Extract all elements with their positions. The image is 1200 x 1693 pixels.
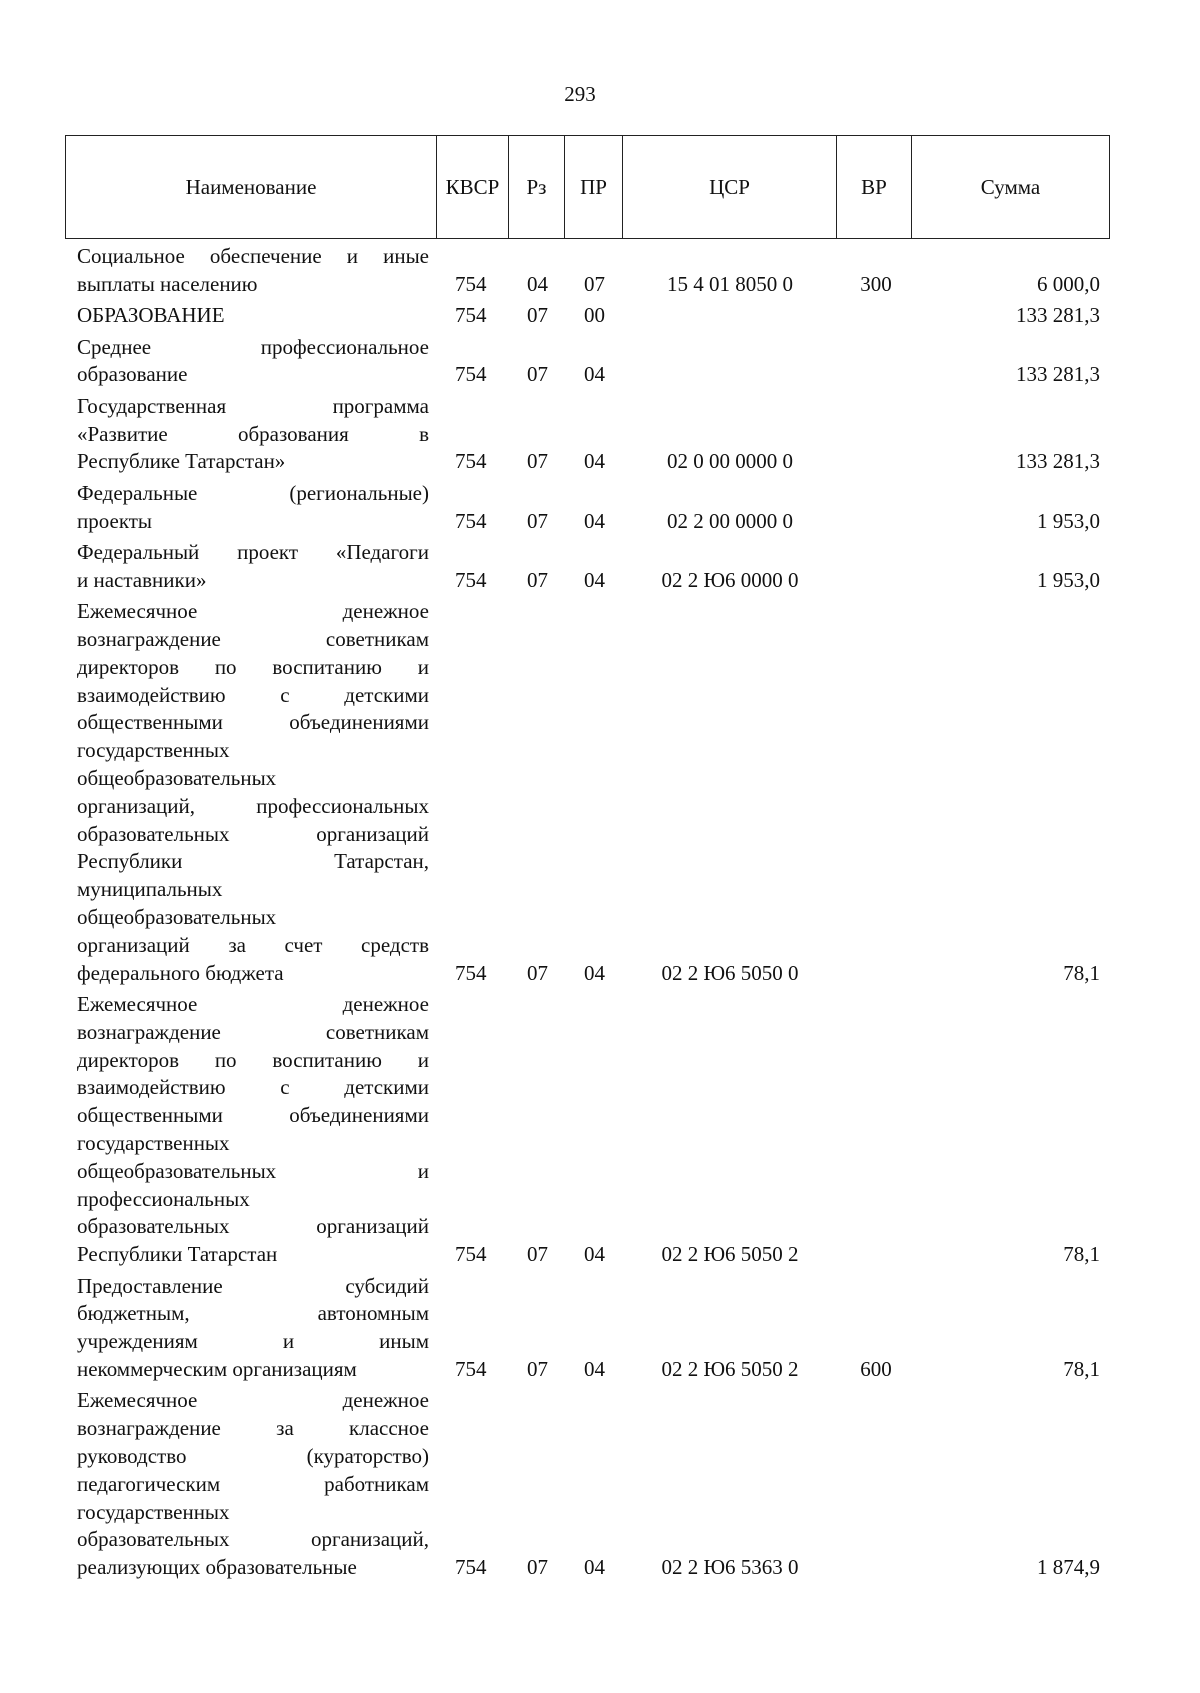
row-name-line: учреждениям и иным — [77, 1329, 429, 1354]
page-number: 293 — [564, 82, 596, 106]
row-name-line: общественными объединениями — [77, 710, 429, 735]
row-name-line: Среднее профессиональное — [77, 334, 429, 359]
row-name-line: взаимодействию с детскими — [77, 682, 429, 707]
row-name-line: общеобразовательных — [77, 765, 277, 790]
row-name — [77, 1387, 429, 1582]
row-pr: 07 — [584, 271, 605, 296]
row-sum: 1 953,0 — [1037, 508, 1100, 533]
row-kvsr: 754 — [455, 1555, 487, 1580]
row-name-line: Республики Татарстан, — [77, 849, 429, 874]
row-kvsr: 754 — [455, 362, 487, 387]
row-name-line: Республики Татарстан — [77, 1242, 278, 1267]
row-name-line: и наставники» — [77, 567, 207, 592]
row-name-line: Предоставление субсидий — [77, 1273, 429, 1298]
row-name-line: профессиональных — [77, 1186, 250, 1211]
row-pr: 04 — [584, 1555, 605, 1580]
row-pr: 04 — [584, 362, 605, 387]
row-name-line: образовательных организаций, — [77, 1527, 429, 1552]
row-name-line: Ежемесячное денежное — [77, 599, 429, 624]
row-rz: 07 — [527, 449, 548, 474]
row-csr: 02 2 Ю6 5050 2 — [661, 1242, 799, 1267]
row-name — [77, 1273, 429, 1384]
row-sum: 133 281,3 — [1016, 303, 1100, 328]
row-name-line: ОБРАЗОВАНИЕ — [77, 303, 225, 328]
row-name-line: образование — [77, 362, 188, 387]
row-name-line: вознаграждение советникам — [77, 626, 429, 651]
row-rz: 07 — [527, 362, 548, 387]
row-rz: 07 — [527, 1242, 548, 1267]
row-name-line: «Развитие образования в — [77, 421, 429, 446]
row-kvsr: 754 — [455, 1242, 487, 1267]
row-sum: 133 281,3 — [1016, 362, 1100, 387]
row-rz: 07 — [527, 1357, 548, 1381]
row-name — [77, 302, 429, 330]
header-rz: Рз — [508, 135, 564, 239]
row-csr: 02 2 Ю6 0000 0 — [661, 567, 799, 592]
row-pr: 04 — [584, 960, 605, 985]
row-pr: 04 — [584, 508, 605, 533]
row-name-line: педагогическим работникам — [77, 1471, 429, 1496]
row-rz: 07 — [527, 567, 548, 592]
row-name-line: бюджетным, автономным — [77, 1301, 429, 1326]
row-name-line: руководство (кураторство) — [77, 1443, 429, 1468]
header-csr: ЦСР — [622, 135, 836, 239]
row-csr: 02 2 Ю6 5050 0 — [661, 960, 799, 985]
row-kvsr: 754 — [455, 303, 487, 328]
row-csr: 02 0 00 0000 0 — [667, 449, 793, 474]
row-sum: 1 953,0 — [1037, 567, 1100, 592]
row-name-line: организаций, профессиональных — [77, 793, 429, 818]
row-sum: 1 874,9 — [1037, 1555, 1100, 1580]
row-name-line: Государственная программа — [77, 393, 429, 418]
row-name-line: некоммерческим организациям — [77, 1356, 357, 1381]
row-name-line: федерального бюджета — [77, 960, 284, 985]
row-csr: 02 2 00 0000 0 — [667, 508, 793, 533]
row-name-line: Федеральный проект «Педагоги — [77, 540, 429, 564]
row-sum: 6 000,0 — [1037, 271, 1100, 296]
header-name: Наименование — [65, 135, 436, 239]
row-name-line: Ежемесячное денежное — [77, 992, 429, 1016]
row-name-line: реализующих образовательные — [77, 1555, 357, 1580]
row-name-line: директоров по воспитанию и — [77, 654, 429, 679]
row-sum: 78,1 — [1063, 960, 1100, 985]
row-kvsr: 754 — [455, 567, 487, 592]
row-name-line: Ежемесячное денежное — [77, 1388, 429, 1413]
row-pr: 04 — [584, 567, 605, 592]
row-kvsr: 754 — [455, 960, 487, 985]
row-name-line: Социальное обеспечение и иные — [77, 244, 429, 268]
row-name-line: проекты — [77, 508, 153, 533]
row-name-line: взаимодействию с детскими — [77, 1075, 429, 1100]
row-name-line: образовательных организаций — [77, 1214, 429, 1239]
row-name — [77, 991, 429, 1269]
row-vr: 300 — [860, 271, 892, 296]
header-vr: ВР — [836, 135, 911, 239]
row-name-line: выплаты населению — [77, 271, 258, 296]
header-sum: Сумма — [911, 135, 1110, 239]
header-kvsr: КВСР — [436, 135, 508, 239]
row-csr: 02 2 Ю6 5050 2 — [661, 1357, 799, 1381]
row-pr: 04 — [584, 449, 605, 474]
row-name-line: общеобразовательных — [77, 904, 277, 929]
row-pr: 04 — [584, 1357, 605, 1381]
row-name-line: государственных — [77, 1499, 230, 1524]
row-kvsr: 754 — [455, 271, 487, 296]
header-pr: ПР — [564, 135, 622, 239]
row-vr: 600 — [860, 1357, 892, 1381]
row-rz: 07 — [527, 1555, 548, 1580]
row-name — [77, 243, 429, 299]
row-name-line: государственных — [77, 1130, 230, 1155]
row-sum: 78,1 — [1063, 1242, 1100, 1267]
row-name-line: муниципальных — [77, 877, 223, 902]
row-name — [77, 393, 429, 476]
row-name-line: Республике Татарстан» — [77, 449, 286, 474]
row-name — [77, 598, 429, 987]
row-rz: 07 — [527, 508, 548, 533]
row-name-line: вознаграждение советникам — [77, 1019, 429, 1044]
row-rz: 07 — [527, 303, 548, 328]
row-kvsr: 754 — [455, 508, 487, 533]
row-name-line: Федеральные (региональные) — [77, 480, 429, 505]
row-rz: 04 — [527, 271, 548, 296]
row-name-line: организаций за счет средств — [77, 932, 429, 957]
row-csr: 02 2 Ю6 5363 0 — [661, 1555, 799, 1580]
row-rz: 07 — [527, 960, 548, 985]
row-name-line: директоров по воспитанию и — [77, 1047, 429, 1072]
row-sum: 133 281,3 — [1016, 449, 1100, 474]
row-kvsr: 754 — [455, 449, 487, 474]
row-name-line: общеобразовательных и — [77, 1158, 429, 1183]
row-csr: 15 4 01 8050 0 — [667, 271, 793, 296]
row-name-line: образовательных организаций — [77, 821, 429, 846]
row-pr: 04 — [584, 1242, 605, 1267]
row-name — [77, 539, 429, 595]
row-name — [77, 480, 429, 536]
row-name — [77, 334, 429, 390]
row-name-line: вознаграждение за классное — [77, 1416, 429, 1441]
row-name-line: государственных — [77, 738, 230, 763]
row-sum: 78,1 — [1063, 1357, 1100, 1381]
row-kvsr: 754 — [455, 1357, 487, 1381]
row-name-line: общественными объединениями — [77, 1103, 429, 1128]
row-pr: 00 — [584, 303, 605, 328]
